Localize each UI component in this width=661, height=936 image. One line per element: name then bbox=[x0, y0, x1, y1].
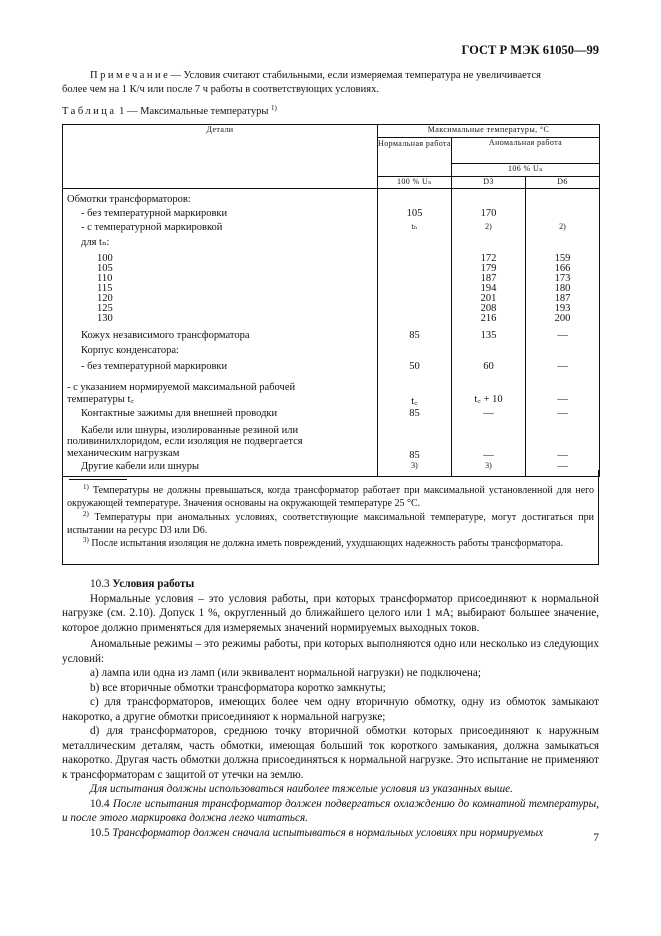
row-label: 110 bbox=[63, 274, 378, 284]
paragraph: Аномальные режимы – это режимы работы, при которых выполняются одно или несколько из следующих условий: bbox=[62, 638, 599, 665]
table-footnotes bbox=[62, 470, 599, 565]
row-label: для tₙ: bbox=[63, 236, 378, 254]
header-abnormal: Аномальная работа bbox=[452, 138, 600, 164]
row-label: 120 bbox=[63, 294, 378, 304]
row-label: Другие кабели или шнуры bbox=[63, 461, 378, 477]
note-line-1: Примечание— Условия считают стабильными, если измеряемая температура не увеличивается bbox=[90, 70, 541, 81]
row-label: Обмотки трансформаторов: bbox=[63, 189, 378, 208]
row-label: 115 bbox=[63, 284, 378, 294]
row-label: 100 bbox=[63, 254, 378, 264]
row-label: Кабели или шнуры, изолированные резиной или поливинилхлоридом, если изоляция не подвергается механическим нагрузкам bbox=[63, 423, 378, 461]
header-normal: Нормальная работа bbox=[378, 138, 452, 177]
max-temperatures-table: Детали Максимальные температуры, °С Нормальная работа Аномальная работа 106 % Uₙ 100 % Uₙ D3 D6 Обмотки трансформаторов: - без температурной маркировки 105 170 - с температурной маркировкой tₙ 2) 2) для tₙ: 100 172 159 105 179 166 110 187 173 115 194 180 120 201 187 125 208 193 130 216 200 Кожух независимого трансформатора 85 135 — Корпус конденсатора: - без температурной маркировки 50 60 — - с указанием нормируемой максимальной рабочей температуры t꜀ t꜀ t꜀ + 10 — Контактные зажимы для внешней проводки 85 — — Кабели или шнуры, изолированные резиной или поливинилхлоридом, если изоляция не подвергается механическим нагрузкам 85 — — Другие кабели или шнуры 3) 3) — bbox=[62, 124, 600, 477]
header-un-abnormal: 106 % Uₙ bbox=[452, 164, 600, 177]
note-line-2: более чем на 1 К/ч или после 7 ч работы в соответствующих условиях. bbox=[62, 84, 379, 95]
paragraph-10-5: 10.5 Трансформатор должен сначала испытываться в нормальных условиях при нормируемых bbox=[90, 826, 544, 839]
list-item-a: а) лампа или одна из ламп (или эквивалент нормальной нагрузки) не подключена; bbox=[90, 667, 481, 679]
header-d6: D6 bbox=[526, 177, 600, 189]
row-label: Кожух независимого трансформатора bbox=[63, 330, 378, 345]
header-un-normal: 100 % Uₙ bbox=[378, 177, 452, 189]
header-details: Детали bbox=[63, 125, 378, 189]
table-caption: Таблица 1 — Максимальные температуры $^{1)}$ bbox=[62, 104, 277, 117]
list-item-c: с) для трансформаторов, имеющих более чем одну вторичную обмотку, одну из обмоток замыкают накоротко, а другие обмотки присоединяют к нормальной нагрузке; bbox=[62, 696, 599, 723]
row-label: - с указанием нормируемой максимальной рабочей температуры t꜀ bbox=[63, 382, 378, 408]
row-label: - без температурной маркировки bbox=[63, 361, 378, 382]
row-label: Контактные зажимы для внешней проводки bbox=[63, 408, 378, 423]
footnote-3: $^{3)}$ После испытания изоляция не должна иметь повреждений, ухудшающих надежность работы трансформатора. bbox=[83, 536, 563, 549]
note-block bbox=[62, 69, 599, 97]
paragraph-10-4: 10.4 После испытания трансформатор должен подвергаться охлаждению до комнатной температуры, и после этого маркировка должна легко читаться. bbox=[62, 797, 599, 824]
document-header: ГОСТ Р МЭК 61050—99 bbox=[461, 43, 599, 57]
section-heading: 10.3 Условия работы bbox=[90, 578, 195, 590]
header-d3: D3 bbox=[452, 177, 526, 189]
footnote-2: $^{2)}$ Температуры при аномальных условиях, соответствующие максимальной температуре, могут достигаться при испытании на ресурс D3 или D6. bbox=[67, 510, 595, 536]
note-label: Примечание bbox=[90, 70, 171, 81]
row-label: 125 bbox=[63, 304, 378, 314]
page-number: 7 bbox=[593, 832, 599, 844]
section-10-3 bbox=[62, 577, 599, 840]
italic-note: Для испытания должны использоваться наиболее тяжелые условия из указанных выше. bbox=[90, 783, 513, 795]
list-item-b: b) все вторичные обмотки трансформатора коротко замкнуты; bbox=[90, 681, 386, 694]
paragraph: Нормальные условия – это условия работы, при которых трансформатор присоединяют к нормальной нагрузке (см. 2.10). Допуск 1 %, округленный до ближайшего целого или 1 мА; выбирают большее значение, которое должно применяться для измеряемых значений нормируемых выходных токов. bbox=[62, 592, 599, 634]
header-max-temps: Максимальные температуры, °С bbox=[378, 125, 600, 138]
row-label: - без температурной маркировки bbox=[63, 208, 378, 222]
footnote-1: $^{1)}$ Температуры не должны превышаться, когда трансформатор работает при максимальной установленной для него окружающей температуре. Значения основаны на окружающей температуре 25 °С. bbox=[67, 483, 595, 509]
row-label: Корпус конденсатора: bbox=[63, 345, 378, 361]
footnote-rule bbox=[69, 479, 127, 480]
row-label: 105 bbox=[63, 264, 378, 274]
row-label: 130 bbox=[63, 314, 378, 330]
row-label: - с температурной маркировкой bbox=[63, 222, 378, 236]
list-item-d: d) для трансформаторов, среднюю точку вторичной обмотки которых присоединяют к наружным металлическим деталям, часть обмотки, имеющая больший ток короткого замыкания, должна замыкаться накоротко. Другая часть обмотки должна присоединяться к нормальной нагрузке. Это испытание не применяют к трансформаторам с защитой от утечки на землю. bbox=[62, 725, 599, 781]
